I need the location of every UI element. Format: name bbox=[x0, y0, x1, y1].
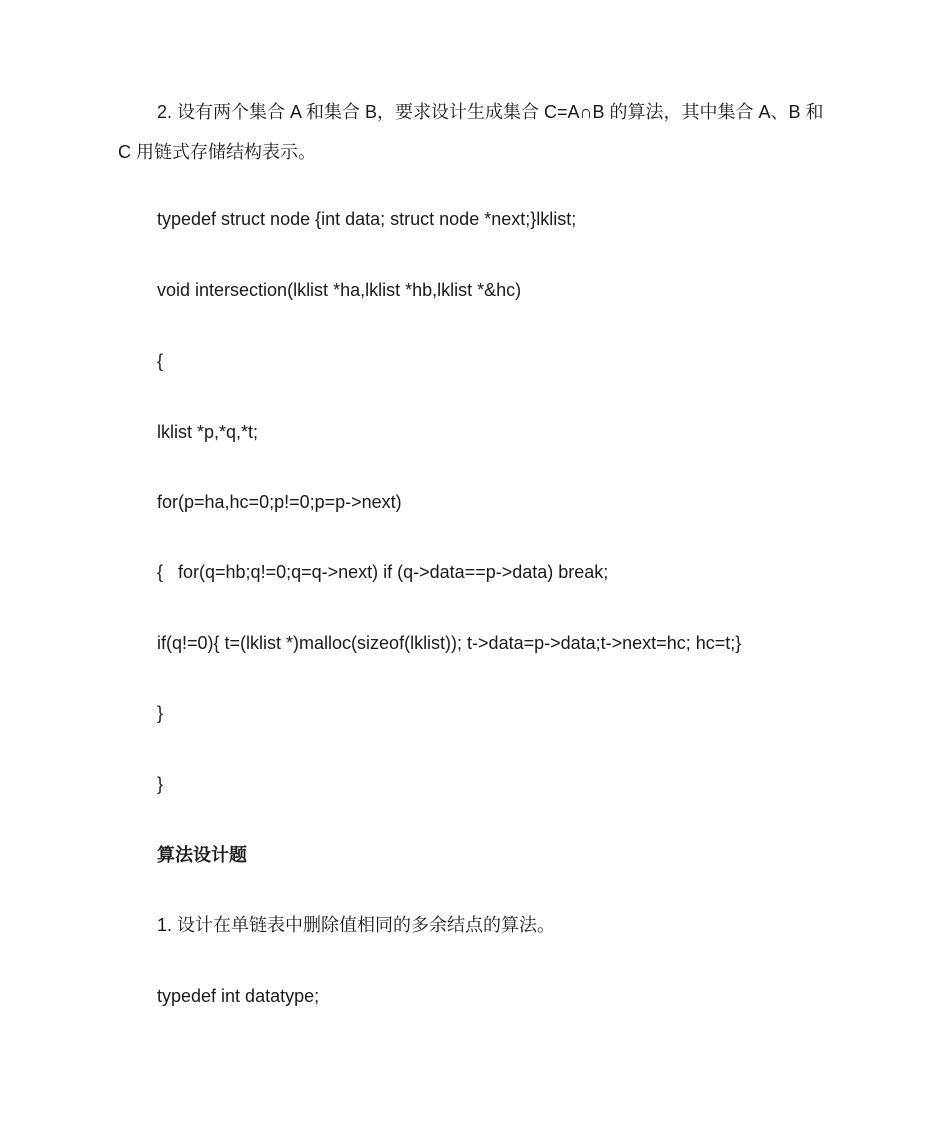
code-line-open-brace: { bbox=[157, 351, 164, 371]
code-line-close-brace-outer: } bbox=[157, 774, 164, 794]
code-line-declarations: lklist *p,*q,*t; bbox=[157, 422, 259, 442]
question-1: 1. 设计在单链表中删除值相同的多余结点的算法。 bbox=[157, 915, 556, 935]
code-line-outer-for: for(p=ha,hc=0;p!=0;p=p->next) bbox=[157, 492, 402, 512]
code-line-function-signature: void intersection(lklist *ha,lklist *hb,lklist *&hc) bbox=[157, 280, 522, 300]
code-line-typedef-struct: typedef struct node {int data; struct node *next;}lklist; bbox=[157, 209, 577, 229]
code-line-inner-for: { for(q=hb;q!=0;q=q->next) if (q->data==p->data) break; bbox=[157, 562, 609, 582]
code-line-close-brace-inner: } bbox=[157, 703, 164, 723]
section-heading: 算法设计题 bbox=[157, 845, 247, 865]
code-line-typedef-datatype: typedef int datatype; bbox=[157, 986, 320, 1006]
intro-paragraph: 2. 设有两个集合 A 和集合 B，要求设计生成集合 C=A∩B 的算法，其中集合 A、B 和 C 用链式存储结构表示。 bbox=[118, 102, 824, 162]
code-line-if-insert: if(q!=0){ t=(lklist *)malloc(sizeof(lklist)); t->data=p->data;t->next=hc; hc=t;} bbox=[157, 633, 742, 653]
